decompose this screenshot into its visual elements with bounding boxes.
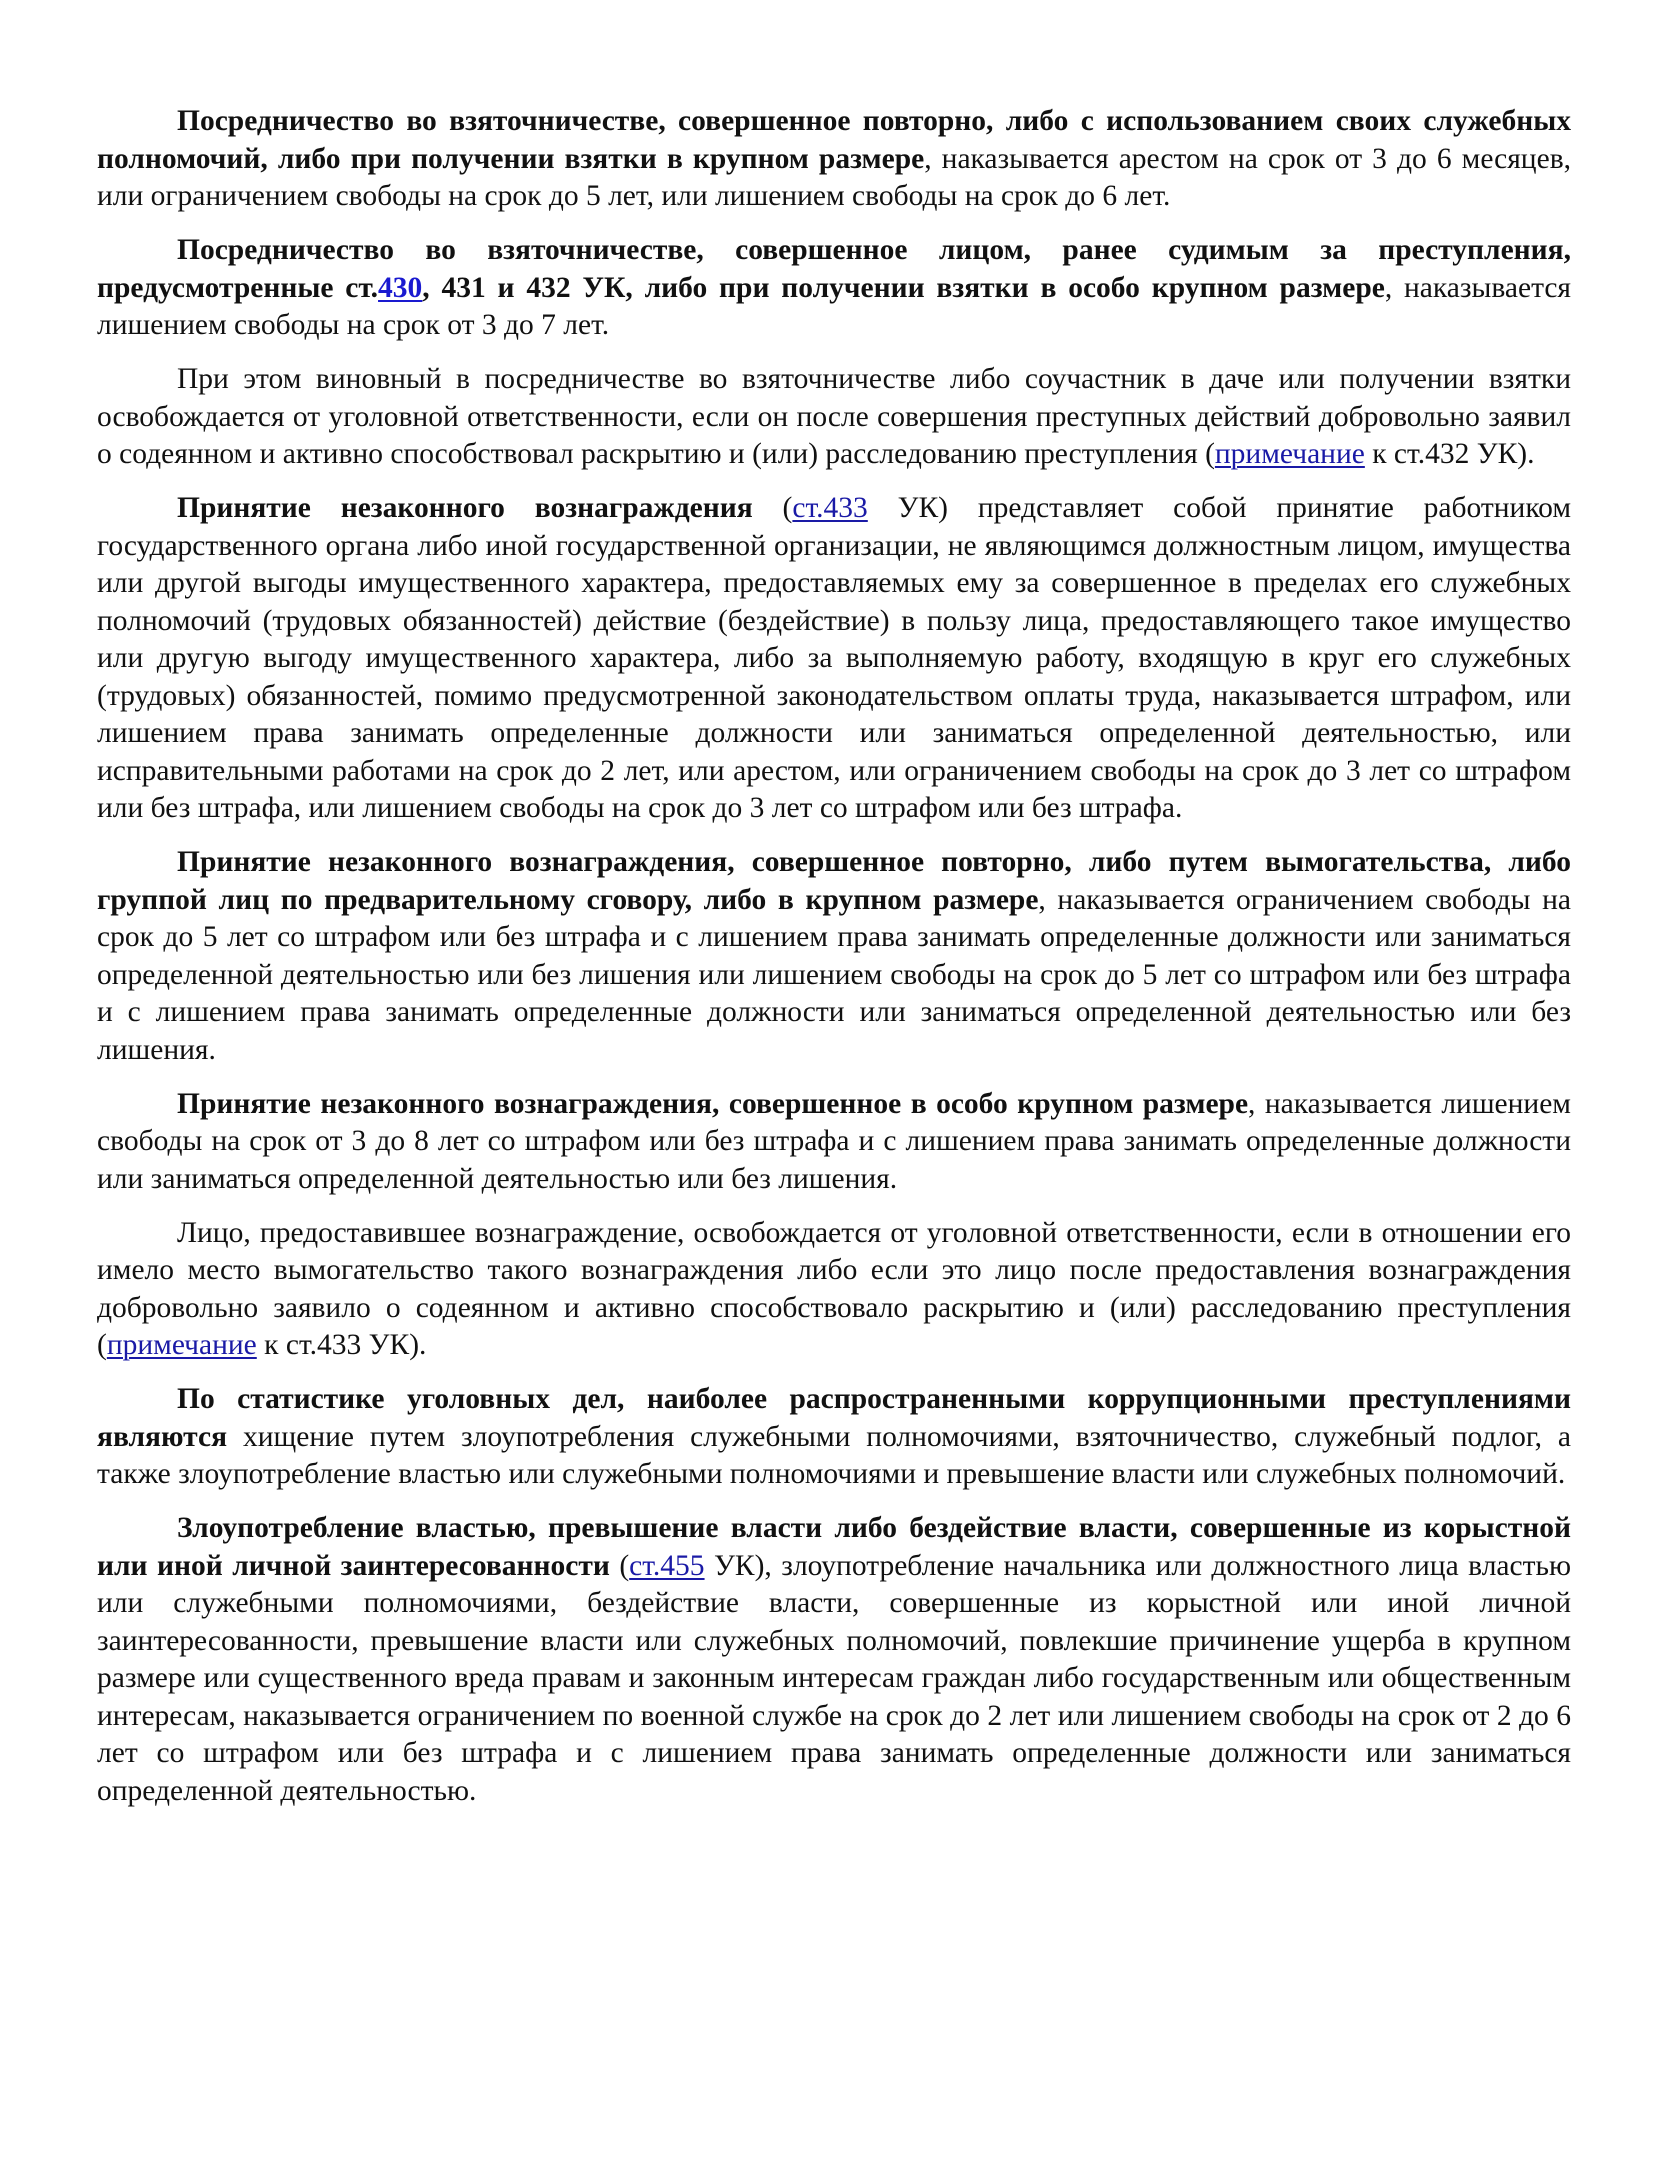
paragraph-mediation-prior-conviction — [97, 232, 1571, 345]
paragraph-illegal-reward-large — [97, 1086, 1571, 1199]
paragraph-text-end: УК) представляет собой принятие работником государственного органа либо иной государственной организации, не являющимся должностным лицом, имущества или другой выгоды имущественного характера, предоставляемых ему за совершенное в пределах его служебных полномочий (трудовых обязанностей) действие (бездействие) в пользу лица, предоставляющего такое имущество или другую выгоду имущественного характера, либо за выполняемую работу, входящую в круг его служебных (трудовых) обязанностей, помимо предусмотренной законодательством оплаты труда, наказывается штрафом, или лишением права занимать определенные должности или заниматься определенной деятельностью, или исправительными работами на срок до 2 лет, или арестом, или ограничением свободы на срок до 3 лет со штрафом или без штрафа, или лишением свободы на срок до 3 лет со штрафом или без штрафа. — [97, 492, 1572, 824]
paragraph-bold-lead: Злоупотребление властью, превышение власти либо бездействие власти, совершенные из корыстной или иной личной заинтересованности — [97, 1512, 1571, 1582]
paragraph-abuse-of-power — [97, 1510, 1571, 1810]
paragraph-text: ( — [752, 492, 793, 524]
paragraph-bold-lead: Принятие незаконного вознаграждения, совершенное повторно, либо путем вымогательства, либо группой лиц по предварительному сговору, либо в крупном размере — [97, 846, 1571, 916]
article-455-link[interactable]: ст.455 — [629, 1549, 705, 1582]
note-433-link[interactable]: примечание — [106, 1329, 257, 1361]
paragraph-text: , наказывается арестом на срок от 3 до 6 месяцев, или ограничением свободы на срок до 5 лет, или лишением свободы на срок до 6 лет. — [97, 142, 1571, 212]
paragraph-bold-lead: Посредничество во взяточничестве, совершенное лицом, ранее судимым за преступления, предусмотренные ст. — [97, 234, 1571, 304]
article-433-link[interactable]: ст.433 — [792, 492, 868, 524]
paragraph-text: , наказывается лишением свободы на срок от 3 до 7 лет. — [97, 271, 1571, 341]
paragraph-text: , наказывается лишением свободы на срок от 3 до 8 лет со штрафом или без штрафа и с лишением права занимать определенные должности или заниматься определенной деятельностью или без лишения. — [97, 1087, 1571, 1195]
paragraph-bold-lead: Принятие незаконного вознаграждения — [177, 492, 753, 524]
paragraph-bold-lead: Посредничество во взяточничестве, совершенное повторно, либо с использованием своих служебных полномочий, либо при получении взятки в крупном размере — [97, 105, 1571, 175]
paragraph-bold-continuation: , 431 и 432 УК, либо при получении взятки в особо крупном размере — [422, 271, 1385, 304]
paragraph-mediation-repeat — [97, 103, 1571, 216]
paragraph-illegal-reward-repeat — [97, 844, 1571, 1069]
paragraph-statistics — [97, 1381, 1571, 1494]
article-430-link[interactable]: 430 — [378, 271, 423, 304]
paragraph-illegal-reward — [97, 490, 1571, 828]
paragraph-text-end: к ст.433 УК). — [256, 1329, 427, 1361]
paragraph-exemption-433 — [97, 1215, 1571, 1365]
paragraph-exemption-432 — [97, 361, 1571, 474]
paragraph-text: хищение путем злоупотребления служебными полномочиями, взяточничество, служебный подлог, а также злоупотребление властью или служебными полномочиями и превышение власти или служебных полномочий. — [97, 1420, 1571, 1490]
paragraph-bold-lead: Принятие незаконного вознаграждения, совершенное в особо крупном размере — [177, 1087, 1249, 1120]
paragraph-text: Лицо, предоставившее вознаграждение, освобождается от уголовной ответственности, если в отношении его имело место вымогательство такого вознаграждения либо если это лицо после предоставления вознаграждения добровольно заявило о содеянном и активно способствовало раскрытию и (или) расследованию преступления ( — [97, 1216, 1571, 1361]
paragraph-text: ( — [609, 1549, 630, 1582]
document-page — [97, 103, 1571, 1827]
paragraph-text: , наказывается ограничением свободы на срок до 5 лет со штрафом или без штрафа и с лишением права занимать определенные должности или заниматься определенной деятельностью или без лишения или лишением свободы на срок до 5 лет со штрафом или без штрафа и с лишением права занимать определенные должности или заниматься определенной деятельностью или без лишения. — [97, 883, 1571, 1066]
paragraph-text: При этом виновный в посредничестве во взяточничестве либо соучастник в даче или получении взятки освобождается от уголовной ответственности, если он после совершения преступных действий добровольно заявил о содеянном и активно способствовал раскрытию и (или) расследованию преступления ( — [97, 363, 1571, 470]
paragraph-text-end: к ст.432 УК). — [1364, 438, 1535, 470]
paragraph-bold-lead: По статистике уголовных дел, наиболее распространенными коррупционными преступлениями являются — [97, 1383, 1571, 1453]
paragraph-text-end: УК), злоупотребление начальника или должностного лица властью или служебными полномочиями, бездействие власти, совершенные из корыстной или иной личной заинтересованности, превышение власти или служебных полномочий, повлекшие причинение ущерба в крупном размере или существенного вреда правам и законным интересам граждан либо государственным или общественным интересам, наказывается ограничением по военной службе на срок до 2 лет или лишением свободы на срок от 2 до 6 лет со штрафом или без штрафа и с лишением права занимать определенные должности или заниматься определенной деятельностью. — [97, 1549, 1572, 1807]
note-432-link[interactable]: примечание — [1214, 438, 1365, 470]
